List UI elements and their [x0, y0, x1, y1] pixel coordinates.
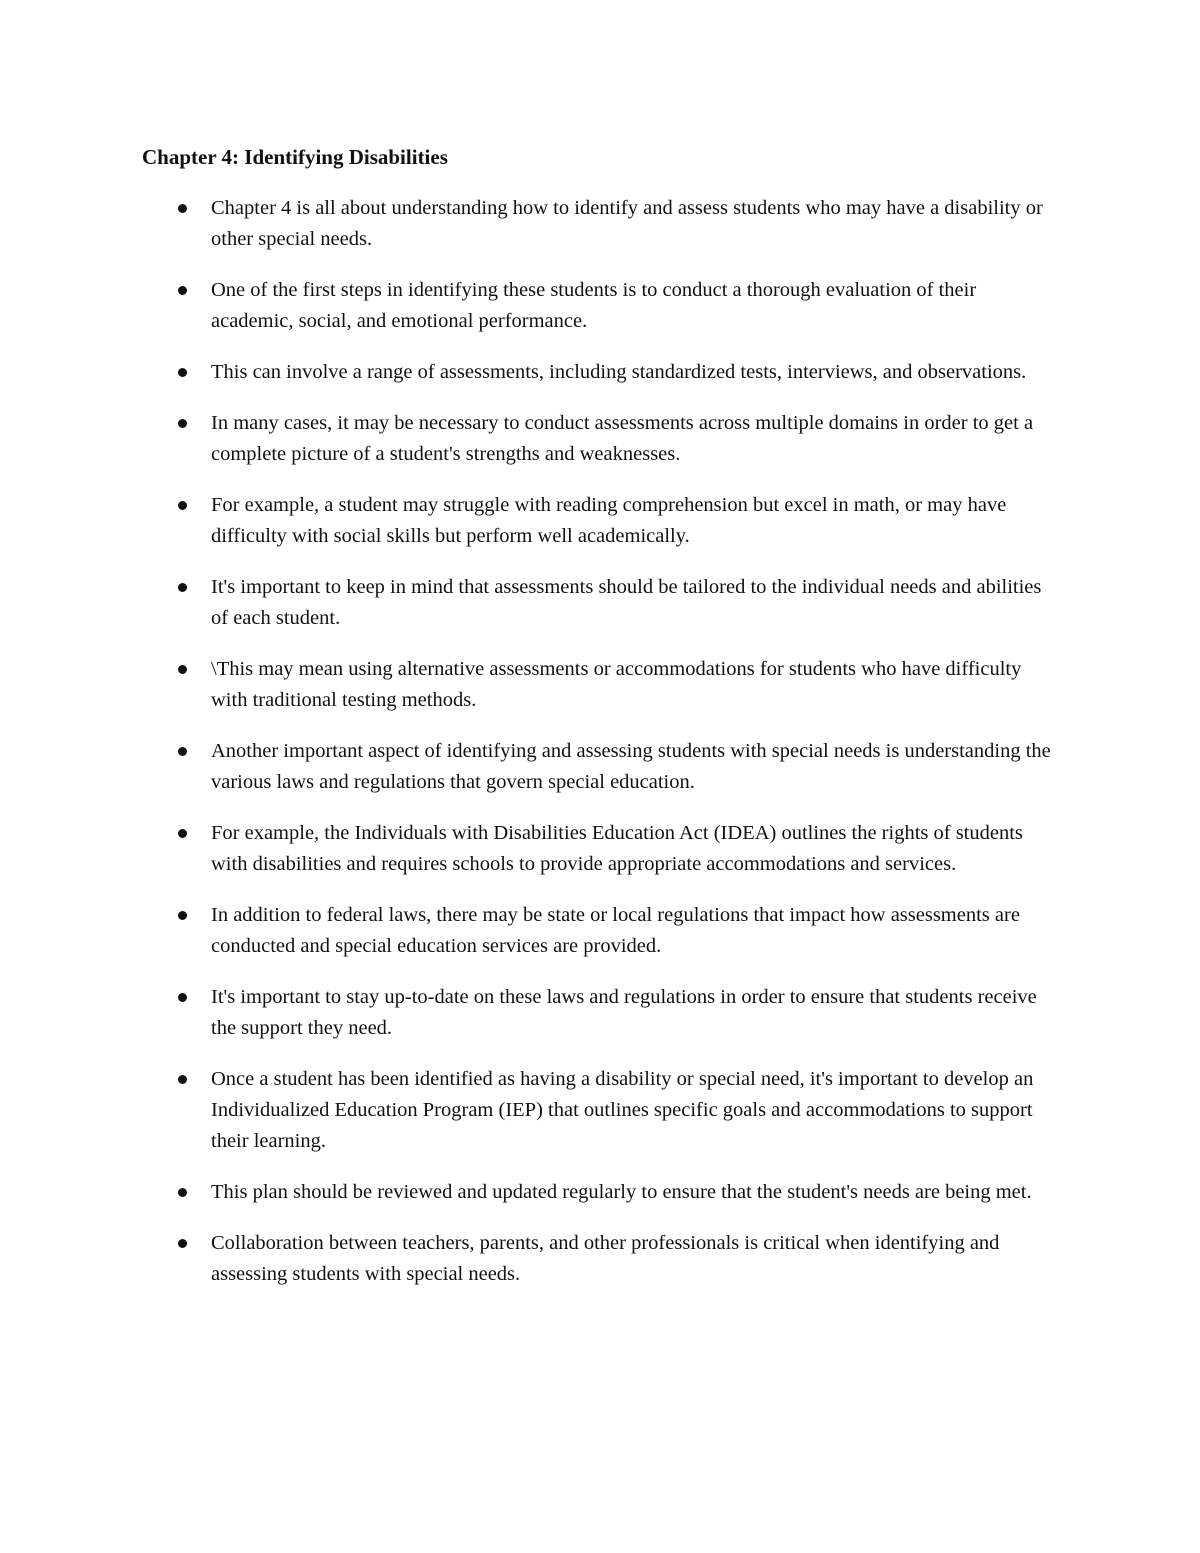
list-item [0, 818, 1200, 880]
bullet-list [0, 193, 1200, 1310]
list-item-text: It's important to stay up-to-date on these laws and regulations in order to ensure that students receive the support they need. [211, 986, 1037, 1039]
bullet-icon [178, 665, 187, 674]
bullet-icon [178, 747, 187, 756]
bullet-icon [178, 583, 187, 592]
list-item [0, 357, 1200, 388]
bullet-icon [178, 204, 187, 213]
list-item [0, 408, 1200, 470]
bullet-icon [178, 286, 187, 295]
bullet-icon [178, 829, 187, 838]
list-item [0, 572, 1200, 634]
list-item [0, 275, 1200, 337]
list-item [0, 1064, 1200, 1157]
page-title: Chapter 4: Identifying Disabilities [142, 145, 448, 169]
bullet-icon [178, 368, 187, 377]
list-item [0, 1177, 1200, 1208]
list-item-text: In many cases, it may be necessary to conduct assessments across multiple domains in order to get a complete picture of a student's strengths and weaknesses. [211, 412, 1034, 465]
list-item [0, 900, 1200, 962]
list-item [0, 654, 1200, 716]
list-item-text: In addition to federal laws, there may be state or local regulations that impact how assessments are conducted and special education services are provided. [211, 904, 1020, 957]
list-item-text: \This may mean using alternative assessments or accommodations for students who have difficulty with traditional testing methods. [211, 658, 1022, 711]
list-item-text: One of the first steps in identifying these students is to conduct a thorough evaluation of their academic, social, and emotional performance. [211, 279, 977, 332]
list-item [0, 982, 1200, 1044]
bullet-icon [178, 1239, 187, 1248]
bullet-icon [178, 501, 187, 510]
bullet-icon [178, 1075, 187, 1084]
list-item-text: Chapter 4 is all about understanding how to identify and assess students who may have a disability or other special needs. [211, 197, 1043, 250]
list-item-text: Another important aspect of identifying and assessing students with special needs is understanding the various laws and regulations that govern special education. [211, 740, 1051, 793]
list-item [0, 193, 1200, 255]
bullet-icon [178, 419, 187, 428]
list-item-text: Collaboration between teachers, parents, and other professionals is critical when identifying and assessing students with special needs. [211, 1232, 1000, 1285]
list-item-text: This plan should be reviewed and updated regularly to ensure that the student's needs are being met. [211, 1181, 1032, 1203]
list-item [0, 736, 1200, 798]
list-item-text: For example, a student may struggle with reading comprehension but excel in math, or may have difficulty with social skills but perform well academically. [211, 494, 1007, 547]
bullet-icon [178, 993, 187, 1002]
list-item-text: For example, the Individuals with Disabilities Education Act (IDEA) outlines the rights of students with disabilities and requires schools to provide appropriate accommodations and services. [211, 822, 1023, 875]
bullet-icon [178, 1188, 187, 1197]
list-item [0, 1228, 1200, 1290]
list-item-text: This can involve a range of assessments, including standardized tests, interviews, and observations. [211, 361, 1027, 383]
list-item-text: Once a student has been identified as having a disability or special need, it's important to develop an Individualized Education Program (IEP) that outlines specific goals and accommodations to support their learning. [211, 1068, 1034, 1152]
list-item [0, 490, 1200, 552]
bullet-icon [178, 911, 187, 920]
list-item-text: It's important to keep in mind that assessments should be tailored to the individual needs and abilities of each student. [211, 576, 1042, 629]
